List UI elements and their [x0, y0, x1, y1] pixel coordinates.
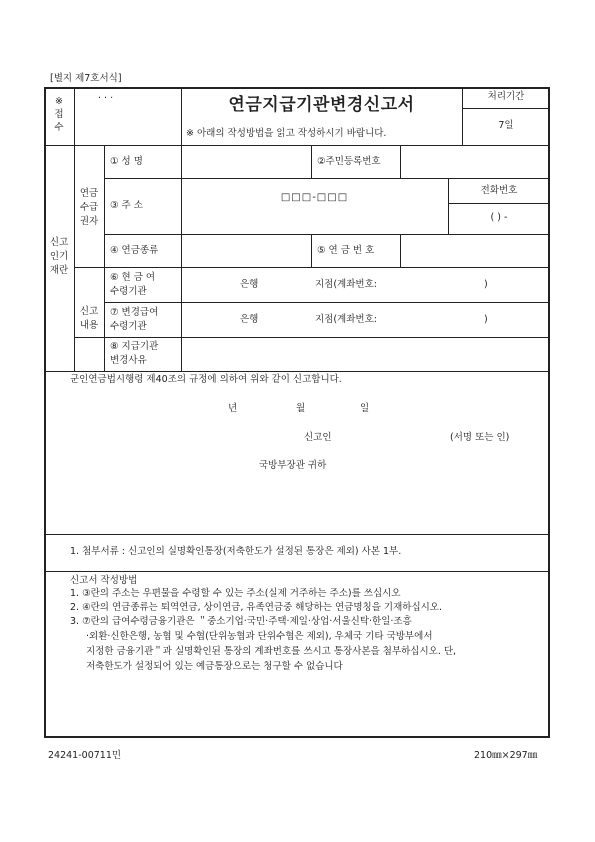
current-close-paren: )	[484, 279, 488, 290]
pension-type-label: ④ 연금종류	[110, 245, 159, 256]
guide-title: 신고서 작성방법	[70, 575, 138, 586]
addressee: 국방부장관 귀하	[259, 460, 327, 471]
receipt-label-1: 접	[54, 109, 64, 120]
left-group-l1: 신고	[49, 237, 69, 248]
reason-label-1: ⑧ 지급기관	[110, 341, 159, 352]
recipient-group-l3: 권자	[79, 216, 99, 227]
left-group-l2: 인기	[49, 251, 69, 262]
receipt-date-dots: . . .	[98, 90, 114, 101]
date-day: 일	[360, 403, 370, 414]
guide-item-3-cont-3: 저축한도가 설정되어 있는 예금통장으로는 청구할 수 없습니다	[86, 661, 343, 672]
changed-close-paren: )	[484, 314, 488, 325]
current-bank-label: 은행	[240, 279, 259, 290]
declaration-text: 군인연금법시행령 제40조의 규정에 의하여 위와 같이 신고합니다.	[70, 374, 342, 385]
recipient-group-l1: 연금	[79, 188, 99, 199]
page-title: 연금지급기관변경신고서	[228, 95, 415, 115]
receipt-mark: ※	[55, 96, 63, 107]
processing-value: 7일	[498, 120, 514, 131]
guide-item-3-cont-1: ·외환·신한은행, 농협 및 수협(단위농협과 단위수협은 제외), 우체국 기타 국방부에서	[86, 631, 433, 642]
changed-bank-label: 은행	[240, 314, 259, 325]
processing-label: 처리기간	[487, 91, 525, 102]
form-label: [별지 제7호서식]	[50, 73, 122, 84]
name-label: ① 성 명	[110, 156, 143, 167]
report-group-l2: 내용	[79, 320, 99, 331]
guide-item-3-cont-2: 지정한 금융기관＂과 실명확인된 통장의 계좌번호를 쓰시고 통장사본을 첨부하십시오. 단,	[86, 646, 457, 657]
guide-item-2: 2. ④란의 연금종류는 퇴역연금, 상이연금, 유족연금중 해당하는 연금명칭을 기재하십시오.	[70, 602, 442, 613]
changed-institution-label-2: 수령기관	[110, 321, 147, 332]
form-code: 24241-00711민	[48, 750, 122, 761]
guide-item-1: 1. ③란의 주소는 우편물을 수령할 수 있는 주소(실제 거주하는 주소)를 쓰십시오	[70, 588, 401, 599]
current-institution-label-1: ⑥ 현 금 여	[110, 272, 156, 283]
guide-item-3: 3. ⑦란의 급여수령금융기관은 ＂중소기업·국민·주택·제일·상업·서울신탁·한일·조흥	[70, 616, 412, 627]
reason-label-2: 변경사유	[110, 355, 147, 366]
phone-format: ( ) -	[490, 212, 508, 223]
current-institution-label-2: 수령기관	[110, 286, 147, 297]
instruction-note: ※ 아래의 작성방법을 읽고 작성하시기 바랍니다.	[186, 128, 387, 139]
pension-number-label: ⑤ 연 금 번 호	[317, 245, 375, 256]
date-month: 월	[296, 403, 306, 414]
recipient-group-l2: 수급	[79, 202, 99, 213]
reporter-label: 신고인	[304, 432, 332, 443]
date-year: 년	[228, 403, 238, 414]
current-branch-label: 지점(계좌번호:	[315, 279, 377, 290]
changed-branch-label: 지점(계좌번호:	[315, 314, 377, 325]
attachment-note: 1. 첨부서류 : 신고인의 실명확인통장(저축한도가 설정된 통장은 제외) 사본 1부.	[70, 546, 402, 557]
phone-label: 전화번호	[480, 185, 518, 196]
postal-code-format: □□□-□□□	[280, 192, 349, 203]
left-group-l3: 재란	[49, 265, 69, 276]
address-label: ③ 주 소	[110, 200, 143, 211]
rrn-label: ②주민등록번호	[317, 156, 381, 167]
changed-institution-label-1: ⑦ 변경급여	[110, 307, 159, 318]
signature-note: (서명 또는 인)	[450, 432, 510, 443]
paper-size: 210㎜×297㎜	[474, 750, 538, 761]
receipt-label-2: 수	[54, 122, 64, 133]
report-group-l1: 신고	[79, 306, 99, 317]
